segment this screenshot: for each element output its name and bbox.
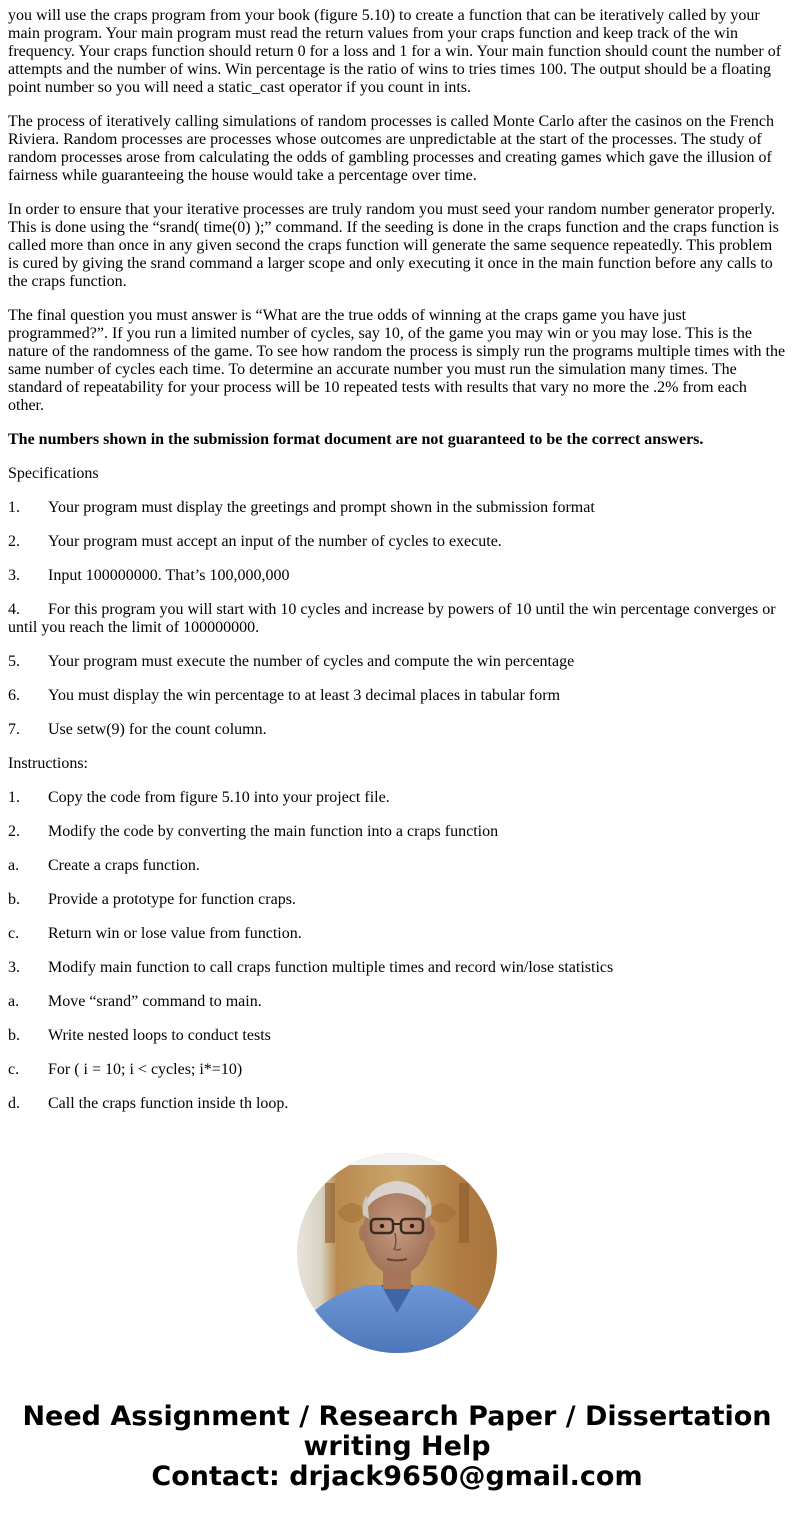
spec-item-number: 3. [8, 567, 20, 584]
instruction-item-text: Return win or lose value from function. [48, 925, 302, 942]
instruction-item-text: Provide a prototype for function craps. [48, 891, 296, 908]
instruction-item-text: For ( i = 10; i < cycles; i*=10) [48, 1061, 243, 1078]
instruction-item [8, 925, 786, 943]
instruction-item-text: Call the craps function inside th loop. [48, 1095, 289, 1112]
footer-contact-email[interactable]: Contact: drjack9650@gmail.com [151, 1461, 643, 1492]
instruction-item [8, 1027, 786, 1045]
instruction-item [8, 789, 786, 807]
footer-line-writing-help: writing Help [303, 1431, 491, 1462]
footer-line-assignment-help: Need Assignment / Research Paper / Dissertation [22, 1401, 772, 1432]
instruction-item-number: 1. [8, 789, 20, 806]
avatar-portrait [297, 1153, 497, 1353]
paragraph-seeding: In order to ensure that your iterative processes are truly random you must seed your random number generator properly. This is done using the “srand( time(0) );” command. If the seeding is done in the craps function and the craps function is called more than once in any given second the craps function will generate the same sequence repeatedly. This problem is cured by giving the srand command a larger scope and only executing it once in the main function before any calls to the craps function. [8, 201, 779, 290]
instruction-item-text: Copy the code from figure 5.10 into your project file. [48, 789, 390, 806]
instruction-item [8, 1095, 786, 1113]
paragraph-final-question: The final question you must answer is “What are the true odds of winning at the craps game you have just programmed?”. If you run a limited number of cycles, say 10, of the game you may win or you may lose. This is the nature of the randomness of the game. To see how random the process is simply run the programs multiple times with the same number of cycles each time. To determine an accurate number you must run the simulation many times. The standard of repeatability for your process will be 10 repeated tests with results that vary no more the .2% from each other. [8, 307, 786, 414]
spec-item [8, 601, 786, 637]
spec-item [8, 721, 786, 739]
instruction-item-number: 2. [8, 823, 20, 840]
instruction-item-number: a. [8, 993, 20, 1010]
spec-item-text: You must display the win percentage to at least 3 decimal places in tabular form [48, 687, 561, 704]
spec-item-number: 7. [8, 721, 20, 738]
instructions-heading: Instructions: [8, 755, 88, 772]
spec-item [8, 687, 786, 705]
spec-item-number: 2. [8, 533, 20, 550]
paragraph-monte-carlo: The process of iteratively calling simulations of random processes is called Monte Carlo after the casinos on the French Riviera. Random processes are processes whose outcomes are unpredictable at the start of the processes. The study of random processes arose from calculating the odds of gambling processes and creating games which gave the illusion of fairness while guaranteeing the house would take a percentage over time. [8, 113, 774, 184]
instruction-item-number: b. [8, 891, 20, 908]
instruction-item-number: c. [8, 925, 20, 942]
spec-item [8, 653, 786, 671]
instruction-item-text: Move “srand” command to main. [48, 993, 262, 1010]
instruction-item-number: c. [8, 1061, 20, 1078]
specifications-heading: Specifications [8, 465, 99, 482]
instruction-item [8, 823, 786, 841]
instruction-item-number: d. [8, 1095, 20, 1112]
spec-item-number: 4. [8, 601, 20, 618]
instruction-item-text: Create a craps function. [48, 857, 200, 874]
notice [8, 431, 786, 449]
spec-item-text: For this program you will start with 10 cycles and increase by powers of 10 until the win percentage converges or until you reach the limit of 100000000. [8, 601, 776, 636]
instruction-item [8, 993, 786, 1011]
spec-item-number: 6. [8, 687, 20, 704]
instruction-item-text: Modify the code by converting the main function into a craps function [48, 823, 499, 840]
footer-banner [0, 1402, 794, 1492]
spec-item-text: Use setw(9) for the count column. [48, 721, 267, 738]
spec-item-text: Input 100000000. That’s 100,000,000 [48, 567, 290, 584]
instruction-item-text: Modify main function to call craps function multiple times and record win/lose statistics [48, 959, 614, 976]
avatar [297, 1153, 497, 1353]
spec-item [8, 567, 786, 585]
spec-item-number: 5. [8, 653, 20, 670]
instruction-item-text: Write nested loops to conduct tests [48, 1027, 271, 1044]
spec-item-text: Your program must execute the number of cycles and compute the win percentage [48, 653, 575, 670]
spec-item-number: 1. [8, 499, 20, 516]
instruction-item [8, 1061, 786, 1079]
instruction-item [8, 959, 786, 977]
instruction-item [8, 891, 786, 909]
notice-text: The numbers shown in the submission format document are not guaranteed to be the correct answers. [8, 431, 704, 448]
spec-item-text: Your program must accept an input of the number of cycles to execute. [48, 533, 502, 550]
instruction-item-number: b. [8, 1027, 20, 1044]
paragraph-intro: you will use the craps program from your book (figure 5.10) to create a function that can be iteratively called by your main program. Your main program must read the return values from your craps function and keep track of the win frequency. Your craps function should return 0 for a loss and 1 for a win. Your main function should count the number of attempts and the number of wins. Win percentage is the ratio of wins to tries times 100. The output should be a floating point number so you will need a static_cast operator if you count in ints. [8, 7, 782, 96]
spec-item [8, 533, 786, 551]
instruction-item [8, 857, 786, 875]
spec-item-text: Your program must display the greetings and prompt shown in the submission format [48, 499, 595, 516]
document-body [8, 7, 786, 1129]
instruction-item-number: 3. [8, 959, 20, 976]
instruction-item-number: a. [8, 857, 20, 874]
spec-item [8, 499, 786, 517]
